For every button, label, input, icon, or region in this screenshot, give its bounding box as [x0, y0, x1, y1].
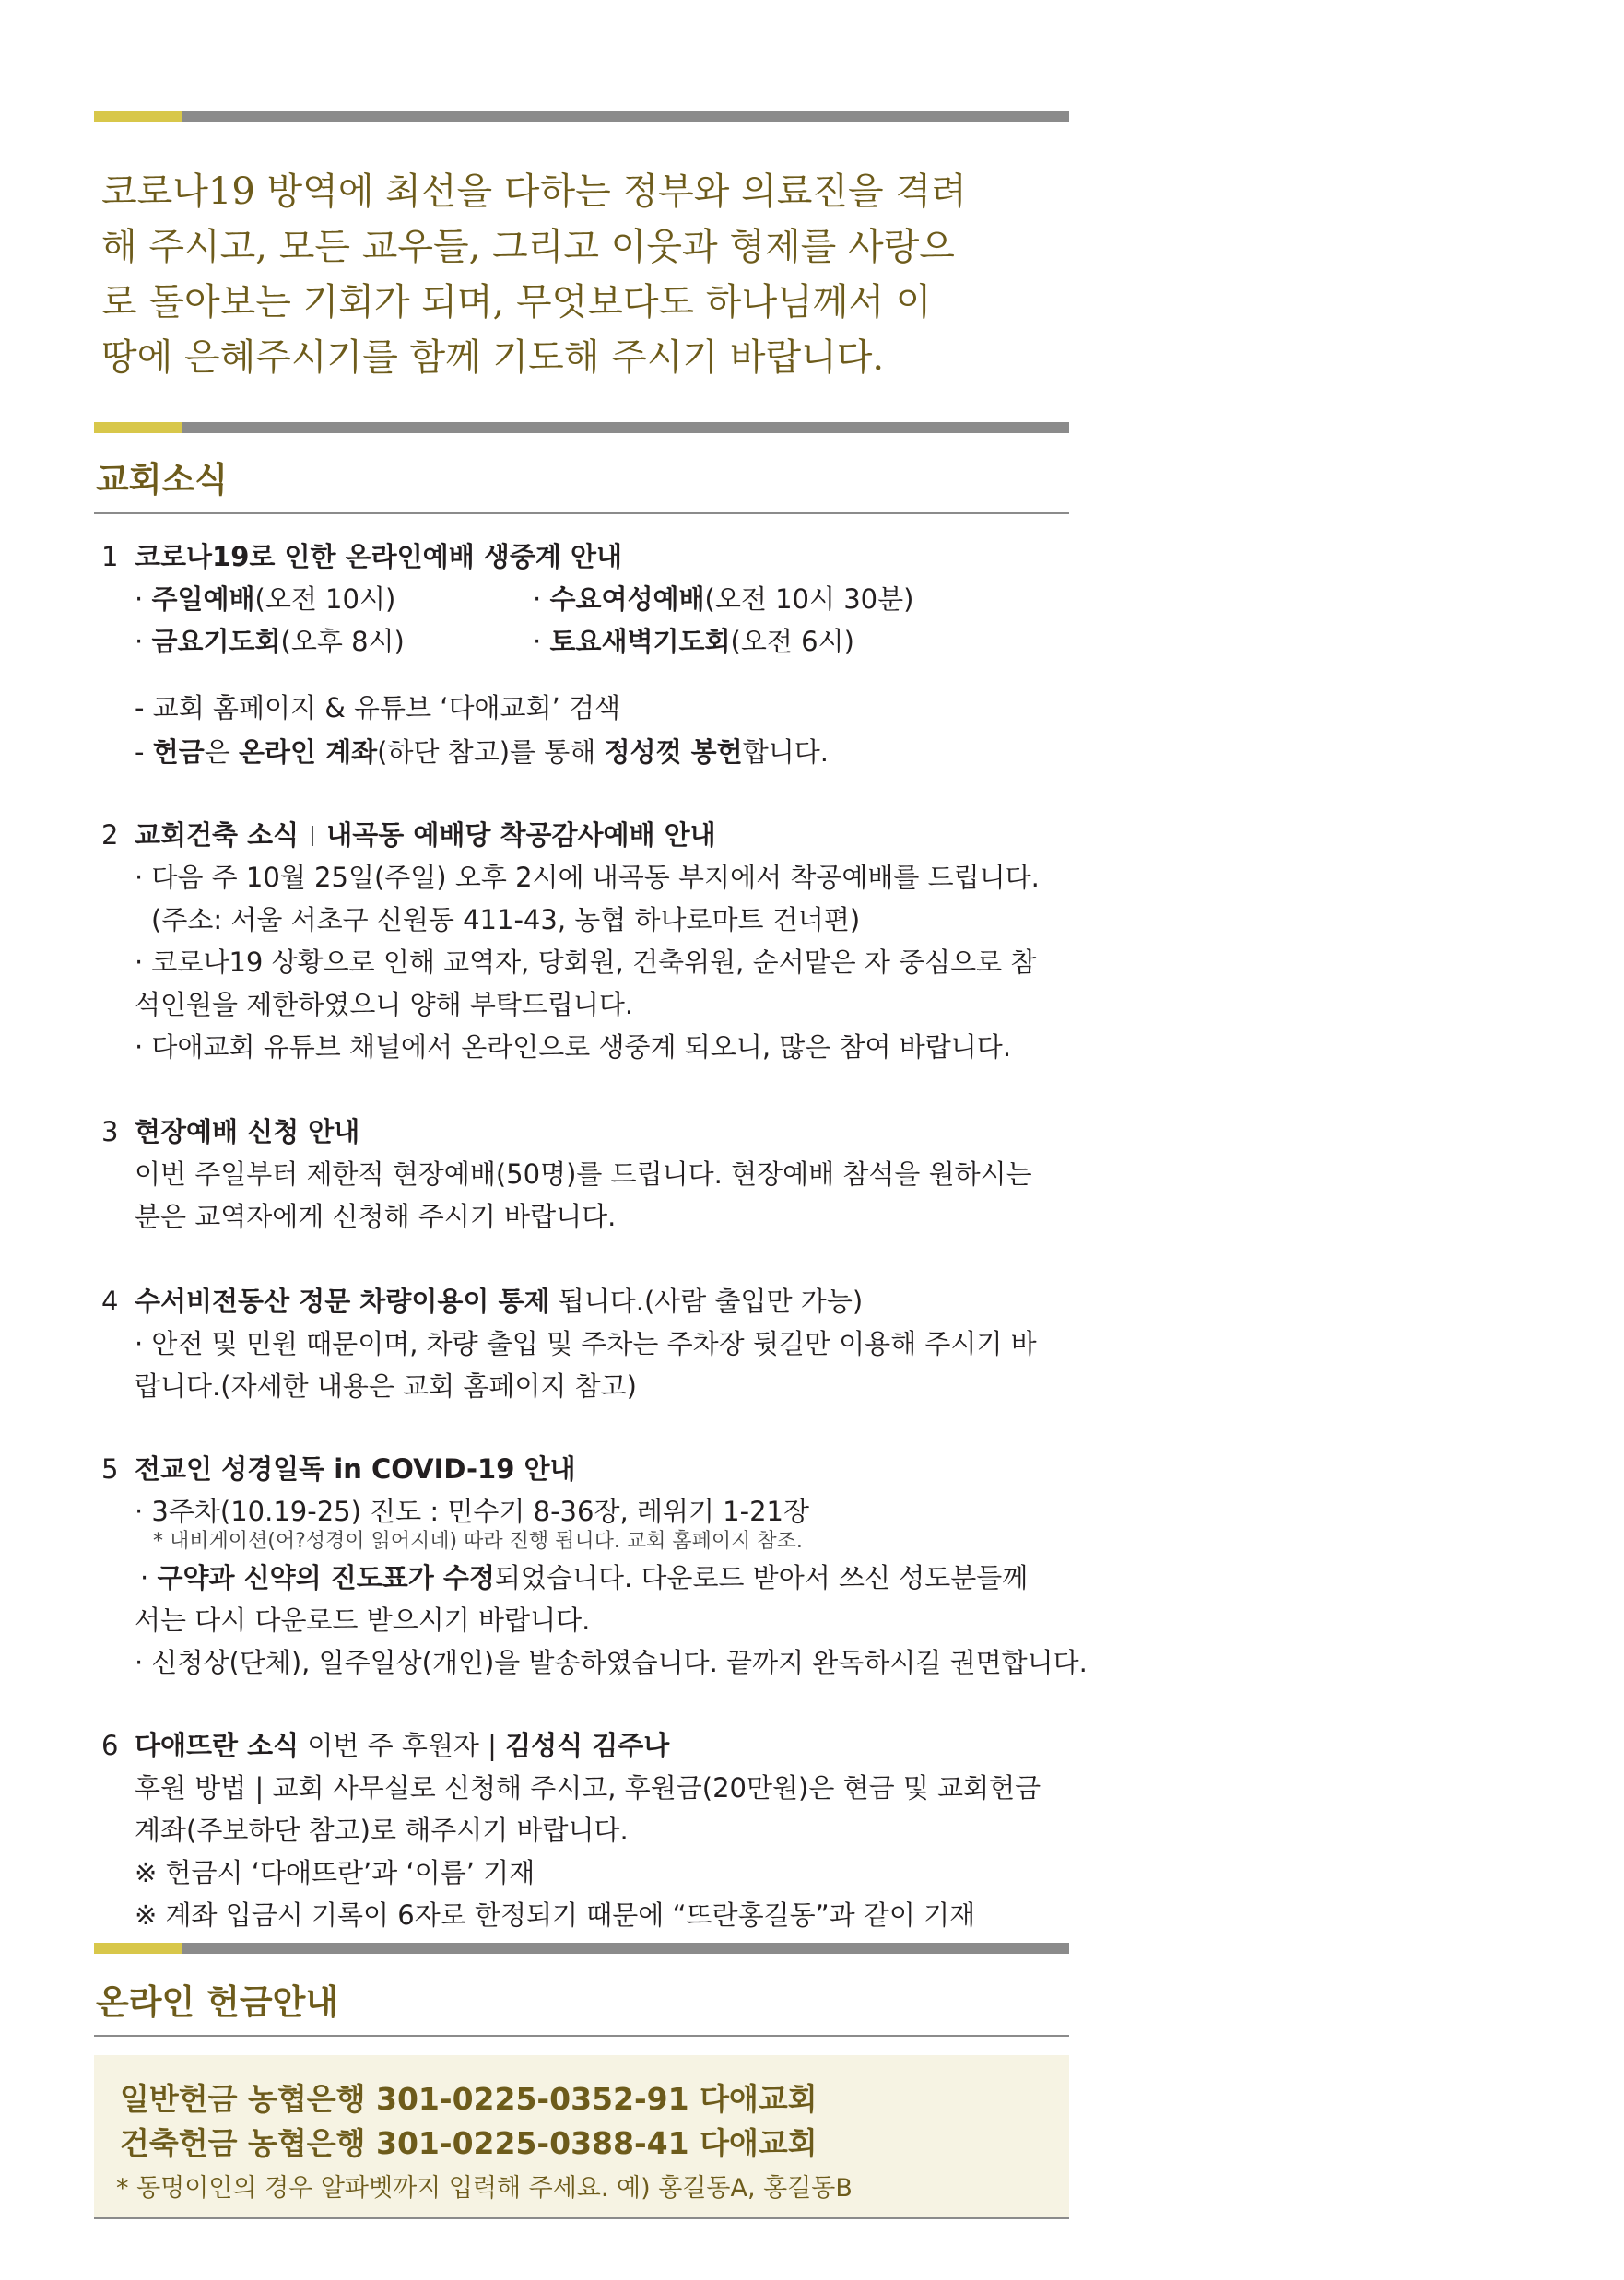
- item-title: 현장예배 신청 안내: [135, 1116, 360, 1147]
- bar-accent: [94, 422, 182, 433]
- item-title-part: 이번 주 후원자 |: [299, 1730, 506, 1761]
- prayer-line: 로 돌아보는 기회가 되며, 무엇보다도 하나님께서 이: [101, 281, 932, 323]
- item-line: ※ 헌금시 ‘다애뜨란’과 ‘이름’ 기재: [135, 1857, 535, 1888]
- bar-accent: [94, 1943, 182, 1954]
- item-line: 랍니다.(자세한 내용은 교회 홈페이지 참고): [135, 1370, 637, 1402]
- line-part: 구약과 신약의 진도표가 수정: [157, 1562, 495, 1593]
- giving-title-rule: [94, 2035, 1069, 2037]
- item-number: 5: [101, 1453, 119, 1485]
- item-line: · 안전 및 민원 때문이며, 차량 출입 및 주차는 주차장 뒷길만 이용해 주시기 바: [135, 1328, 1037, 1359]
- note-text: 온라인 계좌: [238, 736, 378, 768]
- item-number: 1: [101, 541, 119, 572]
- note-text: 정성껏 봉헌: [604, 736, 743, 768]
- item-line: 석인원을 제한하였으니 양해 부탁드립니다.: [135, 989, 634, 1020]
- line-part: ·: [140, 1562, 158, 1593]
- item-note: [135, 734, 829, 770]
- note-text: 합니다.: [742, 736, 829, 768]
- service-name: 수요여성예배: [549, 583, 705, 615]
- bar-accent: [94, 111, 182, 122]
- service-entry: · 금요기도회(오후 8시): [135, 626, 405, 657]
- giving-note: * 동명이인의 경우 알파벳까지 입력해 주세요. 예) 홍길동A, 홍길동B: [116, 2174, 853, 2203]
- news-title-rule: [94, 512, 1069, 514]
- prayer-line: 해 주시고, 모든 교우들, 그리고 이웃과 형제를 사랑으: [101, 226, 955, 268]
- item-number: 6: [101, 1730, 119, 1761]
- service-entry: · 주일예배(오전 10시): [135, 583, 396, 615]
- item-line: · 신청상(단체), 일주일상(개인)을 발송하였습니다. 끝까지 완독하시길 권면합니다.: [135, 1647, 1088, 1678]
- item-title-part: 다애뜨란 소식: [135, 1730, 300, 1761]
- item-title-part: 수서비전동산 정문 차량이용이 통제: [135, 1286, 550, 1317]
- service-entry: · 수요여성예배(오전 10시 30분): [533, 583, 914, 615]
- item-line: · 다음 주 10월 25일(주일) 오후 2시에 내곡동 부지에서 착공예배를 드립니다.: [135, 862, 1040, 893]
- item-line: 서는 다시 다운로드 받으시기 바랍니다.: [135, 1604, 591, 1636]
- item-title: [135, 817, 716, 853]
- item-title: 코로나19로 인한 온라인예배 생중계 안내: [135, 541, 622, 572]
- prayer-text: [101, 164, 1078, 385]
- service-name: 토요새벽기도회: [549, 626, 731, 657]
- item-line: [140, 1559, 1028, 1596]
- news-section-title: 교회소식: [96, 460, 228, 499]
- item-title: [135, 1283, 863, 1320]
- item-number: 2: [101, 819, 119, 851]
- item-note: - 교회 홈페이지 & 유튜브 ‘다애교회’ 검색: [135, 692, 621, 723]
- service-name: 금요기도회: [151, 626, 281, 657]
- service-time: (오전 10시): [254, 583, 396, 615]
- item-line: · 코로나19 상황으로 인해 교역자, 당회원, 건축위원, 순서맡은 자 중심으로 참: [135, 946, 1037, 978]
- item-title-part: 됩니다.(사람 출입만 가능): [549, 1286, 864, 1317]
- service-name: 주일예배: [151, 583, 255, 615]
- note-text: -: [135, 736, 153, 768]
- note-text: 은: [204, 736, 239, 768]
- item-number: 4: [101, 1286, 119, 1317]
- item-title-part: 내곡동 예배당 착공감사예배 안내: [326, 819, 716, 851]
- item-line: 계좌(주보하단 참고)로 해주시기 바랍니다.: [135, 1815, 629, 1846]
- item-line: 이번 주일부터 제한적 현장예배(50명)를 드립니다. 현장예배 참석을 원하시는: [135, 1158, 1032, 1190]
- title-separator: [312, 826, 313, 846]
- item-line: 후원 방법 | 교회 사무실로 신청해 주시고, 후원금(20만원)은 현금 및 교회헌금: [135, 1772, 1041, 1804]
- item-number: 3: [101, 1116, 119, 1147]
- note-text: (하단 참고)를 통해: [377, 736, 605, 768]
- giving-bottom-rule: [94, 2217, 1069, 2219]
- service-time: (오전 10시 30분): [704, 583, 914, 615]
- news-divider-bar: [94, 422, 1069, 433]
- prayer-line: 코로나19 방역에 최선을 다하는 정부와 의료진을 격려: [101, 170, 967, 213]
- item-title: 전교인 성경일독 in COVID-19 안내: [135, 1453, 576, 1485]
- line-part: 되었습니다. 다운로드 받아서 쓰신 성도분들께: [494, 1562, 1029, 1593]
- item-small-note: * 내비게이션(어?성경이 읽어지네) 따라 진행 됩니다. 교회 홈페이지 참조.: [153, 1530, 803, 1553]
- top-divider-bar: [94, 111, 1069, 122]
- account-line: 일반헌금 농협은행 301-0225-0352-91 다애교회: [120, 2081, 818, 2117]
- service-time: (오전 6시): [730, 626, 854, 657]
- item-line: ※ 계좌 입금시 기록이 6자로 한정되기 때문에 “뜨란홍길동”과 같이 기재: [135, 1899, 976, 1931]
- item-title-part: 김성식 김주나: [505, 1730, 670, 1761]
- item-title-part: 교회건축 소식: [135, 819, 300, 851]
- item-line: 분은 교역자에게 신청해 주시기 바랍니다.: [135, 1201, 617, 1232]
- item-line: · 다애교회 유튜브 채널에서 온라인으로 생중계 되오니, 많은 참여 바랍니다.: [135, 1031, 1012, 1063]
- service-time: (오후 8시): [280, 626, 405, 657]
- prayer-line: 땅에 은혜주시기를 함께 기도해 주시기 바랍니다.: [101, 336, 885, 379]
- giving-divider-bar: [94, 1943, 1069, 1954]
- item-line: (주소: 서울 서초구 신원동 411-43, 농협 하나로마트 건너편): [151, 904, 861, 935]
- service-entry: · 토요새벽기도회(오전 6시): [533, 626, 854, 657]
- giving-section-title: 온라인 헌금안내: [96, 1982, 339, 2022]
- note-text: 헌금: [152, 736, 205, 768]
- item-line: · 3주차(10.19-25) 진도 : 민수기 8-36장, 레위기 1-21장: [135, 1496, 810, 1527]
- item-title: [135, 1727, 669, 1764]
- account-line: 건축헌금 농협은행 301-0225-0388-41 다애교회: [120, 2125, 818, 2161]
